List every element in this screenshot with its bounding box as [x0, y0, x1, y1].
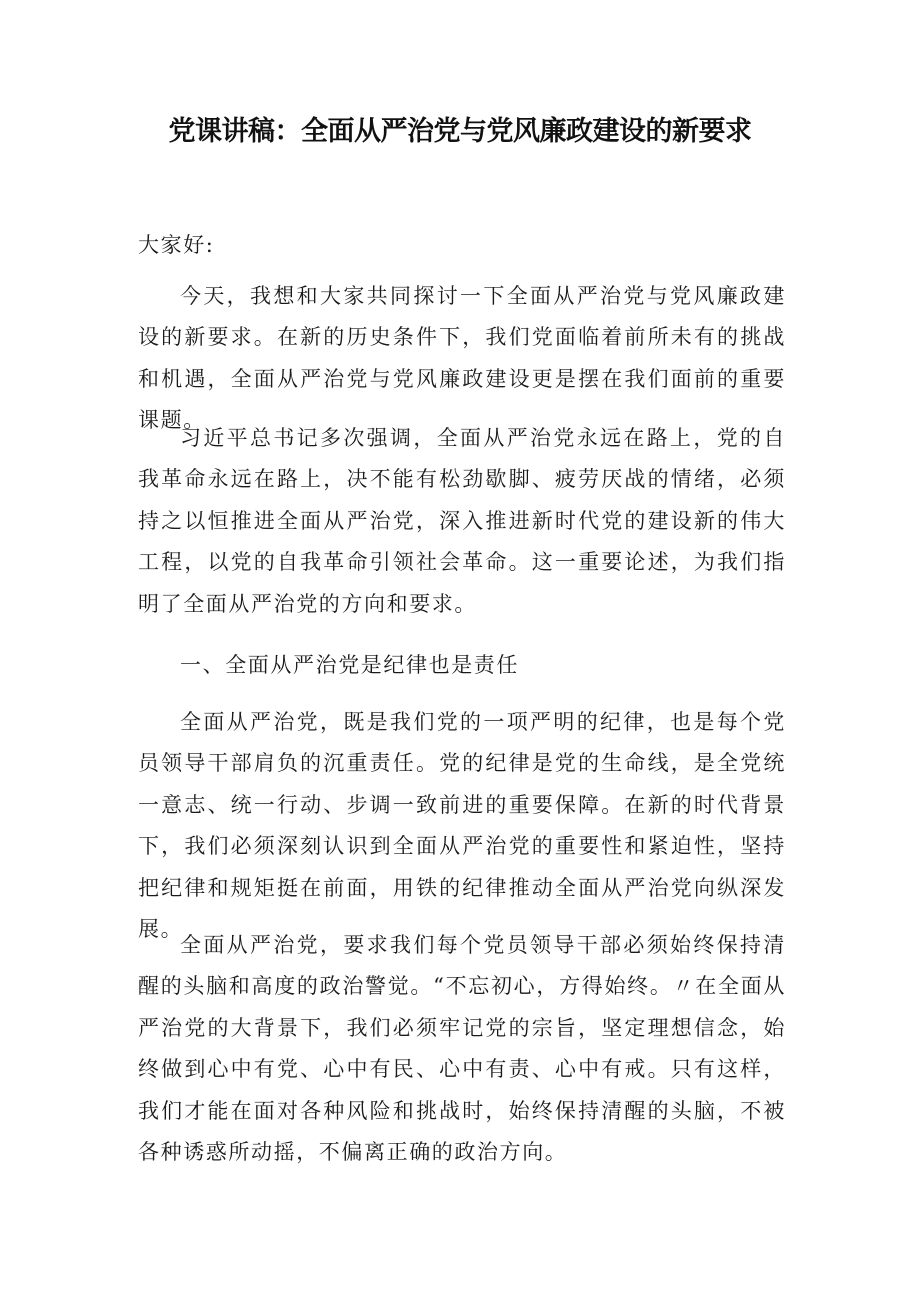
section-heading-1	[138, 645, 786, 686]
document-title: 党课讲稿：全面从严治党与党风廉政建设的新要求	[168, 116, 752, 147]
paragraph-3	[138, 702, 786, 950]
paragraph-1	[138, 276, 786, 442]
greeting-text: 大家好:	[138, 233, 215, 257]
section-heading-text: 一、全面从严治党是纪律也是责任	[180, 653, 519, 677]
paragraph-4	[138, 925, 786, 1173]
paragraph-text: 今天，我想和大家共同探讨一下全面从严治党与党风廉政建设的新要求。在新的历史条件下，我们党面临着前所未有的挑战和机遇，全面从严治党与党风廉政建设更是摆在我们面前的重要课题。	[138, 284, 786, 433]
greeting	[138, 225, 786, 266]
paragraph-text: 全面从严治党，既是我们党的一项严明的纪律，也是每个党员领导干部肩负的沉重责任。党的纪律是党的生命线，是全党统一意志、统一行动、步调一致前进的重要保障。在新的时代背景下，我们必须深刻认识到全面从严治党的重要性和紧迫性，坚持把纪律和规矩挺在前面，用铁的纪律推动全面从严治党向纵深发展。	[138, 710, 786, 942]
paragraph-2	[138, 418, 786, 625]
paragraph-text: 全面从严治党，要求我们每个党员领导干部必须始终保持清醒的头脑和高度的政治警觉。“不忘初心，方得始终。〃在全面从严治党的大背景下，我们必须牢记党的宗旨，坚定理想信念，始终做到心中有党、心中有民、心中有责、心中有戒。只有这样，我们才能在面对各种风险和挑战时，始终保持清醒的头脑，不被各种诱惑所动摇，不偏离正确的政治方向。	[138, 933, 786, 1165]
paragraph-text: 习近平总书记多次强调，全面从严治党永远在路上，党的自我革命永远在路上，决不能有松劲歇脚、疲劳厌战的情绪，必须持之以恒推进全面从严治党，深入推进新时代党的建设新的伟大工程，以党的自我革命引领社会革命。这一重要论述，为我们指明了全面从严治党的方向和要求。	[138, 426, 786, 616]
